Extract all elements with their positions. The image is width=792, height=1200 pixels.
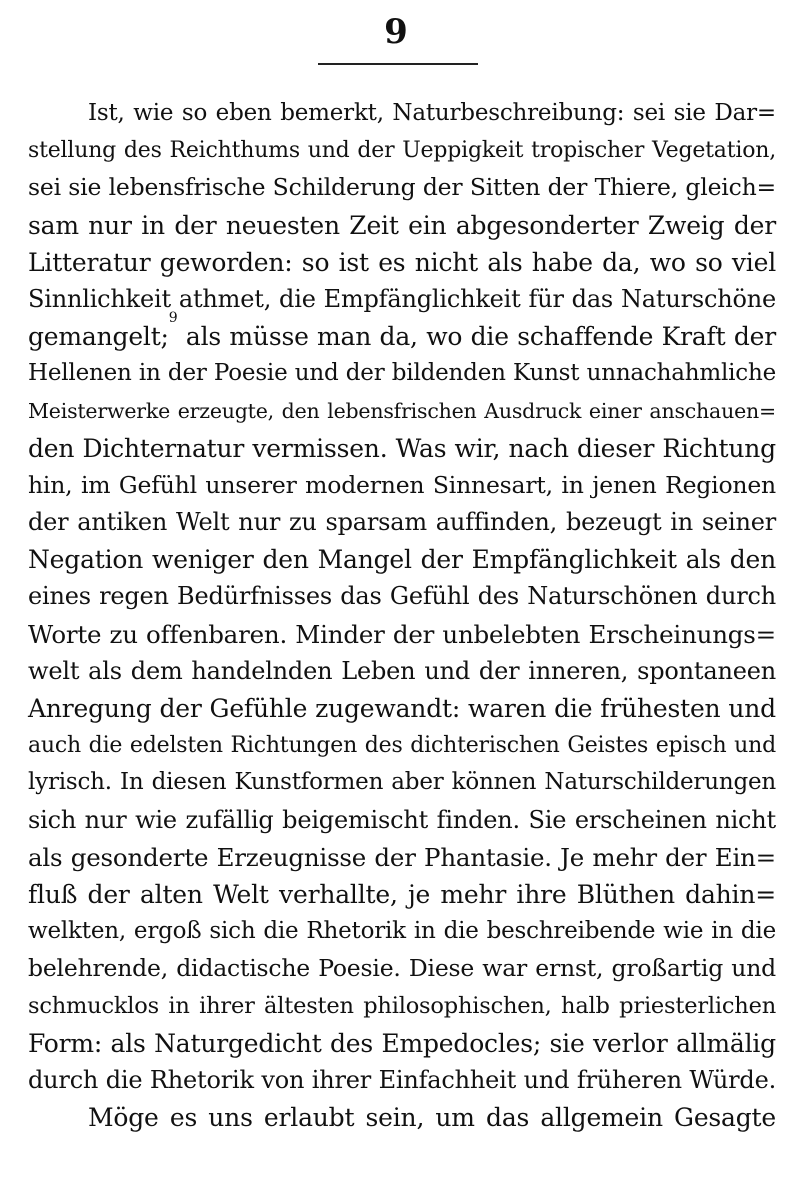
text-line: eines regen Bedürfnisses das Gefühl des Naturschönen durch: [28, 582, 776, 611]
text-line: hin, im Gefühl unserer modernen Sinnesart, in jenen Regionen: [28, 470, 776, 499]
text-line: Ist, wie so eben bemerkt, Naturbeschreibung: sei sie Dar=: [88, 100, 776, 126]
text-line-with-footnote: [28, 310, 776, 355]
text-line: Negation weniger den Mangel der Empfänglichkeit als den: [28, 545, 776, 575]
text-line: welkten, ergoß sich die Rhetorik in die beschreibende wie in die: [28, 918, 776, 945]
body-text: [28, 95, 776, 1136]
text-line: Sinnlichkeit athmet, die Empfänglichkeit für das Naturschöne: [28, 284, 776, 313]
text-line: belehrende, didactische Poesie. Diese war ernst, großartig und: [28, 954, 776, 983]
text-line: sam nur in der neuesten Zeit ein abgesonderter Zweig der: [28, 210, 776, 240]
text-fragment: gemangelt;: [28, 322, 169, 352]
text-line: lyrisch. In diesen Kunstformen aber können Naturschilderungen: [28, 769, 776, 796]
text-line: welt als dem handelnden Leben und der inneren, spontaneen: [28, 656, 776, 685]
text-line: der antiken Welt nur zu sparsam auffinden, bezeugt in seiner: [28, 508, 776, 537]
text-line: als gesonderte Erzeugnisse der Phantasie. Je mehr der Ein=: [28, 842, 776, 872]
text-line: Meisterwerke erzeugte, den lebensfrischen Ausdruck einer anschauen=: [28, 398, 776, 423]
text-line: Möge es uns erlaubt sein, um das allgemein Gesagte: [88, 1103, 776, 1133]
text-line: sich nur wie zufällig beigemischt finden. Sie erscheinen nicht: [28, 805, 776, 834]
page-number: 9: [384, 12, 408, 52]
header-rule: [318, 63, 478, 65]
text-line: Anregung der Gefühle zugewandt: waren die frühesten und: [28, 694, 776, 723]
footnote-reference[interactable]: 9: [168, 310, 178, 327]
text-line: Worte zu offenbaren. Minder der unbelebten Erscheinungs=: [28, 619, 776, 649]
text-line: Form: als Naturgedicht des Empedocles; sie verlor allmälig: [28, 1028, 776, 1058]
text-line: den Dichternatur vermissen. Was wir, nach dieser Richtung: [28, 433, 776, 463]
text-line: durch die Rhetorik von ihrer Einfachheit und früheren Würde.: [28, 1065, 776, 1094]
text-line: auch die edelsten Richtungen des dichterischen Geistes episch und: [28, 733, 776, 759]
text-line: schmucklos in ihrer ältesten philosophischen, halb priesterlichen: [28, 992, 776, 1019]
text-line: Hellenen in der Poesie und der bildenden Kunst unnachahmliche: [28, 360, 776, 387]
text-fragment: als müsse man da, wo die schaffende Kraft der: [185, 322, 776, 352]
text-line: fluß der alten Welt verhallte, je mehr ihre Blüthen dahin=: [28, 879, 776, 909]
text-line: Litteratur geworden: so ist es nicht als habe da, wo so viel: [28, 247, 776, 277]
text-line: stellung des Reichthums und der Ueppigkeit tropischer Vegetation,: [28, 138, 776, 164]
text-line: sei sie lebensfrische Schilderung der Sitten der Thiere, gleich=: [28, 173, 776, 202]
